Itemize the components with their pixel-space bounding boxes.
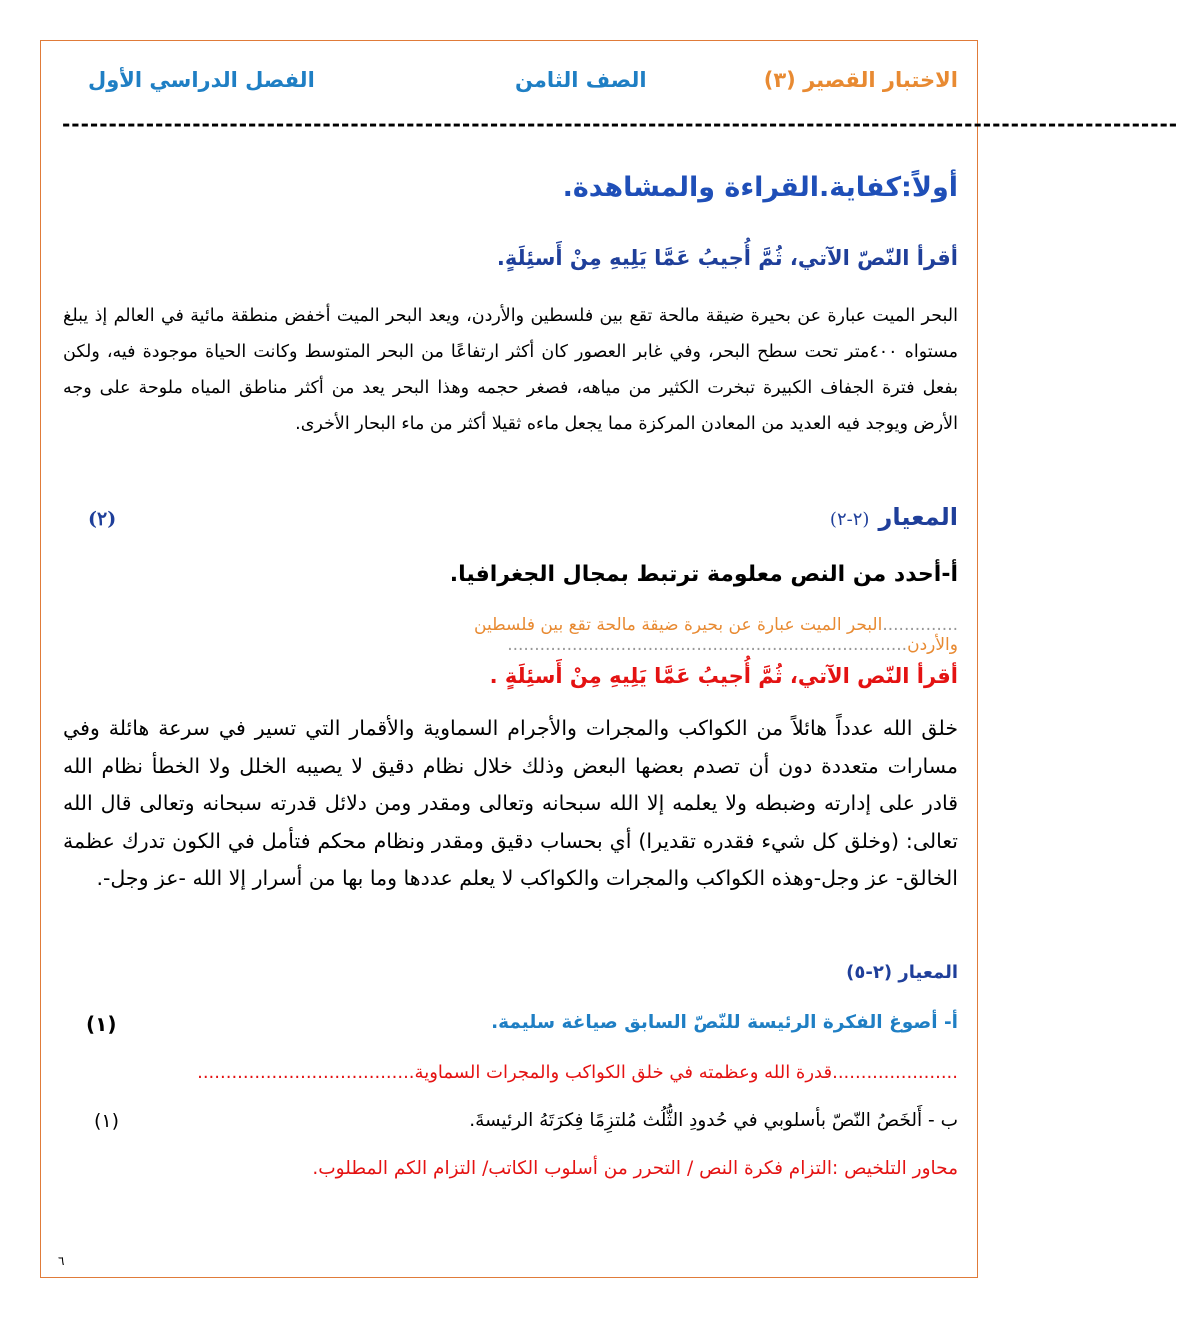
criterion2-code: (٢-٥)	[846, 962, 893, 983]
criterion2-label: المعيار	[898, 962, 958, 983]
grade-label: الصف الثامن	[515, 68, 647, 92]
question-a2-marks: (١)	[86, 1012, 117, 1036]
question-a2: أ- أصوغ الفكرة الرئيسة للنّصّ السابق صياغة سليمة.	[491, 1012, 958, 1033]
question-a1: أ-أحدد من النص معلومة ترتبط بمجال الجغرافيا.	[449, 562, 958, 587]
criterion1-label: المعيار	[878, 503, 958, 531]
answer-a1: البحر الميت عبارة عن بحيرة ضيقة مالحة تقع بين فلسطين والأردن	[474, 615, 958, 655]
passage1-text: البحر الميت عبارة عن بحيرة ضيقة مالحة تقع بين فلسطين والأردن، ويعد البحر الميت أخفض منطقة مائية في العالم إذ يبلغ مستواه ٤٠٠متر تحت سطح البحر، وفي غابر العصور كان أكثر ارتفاعًا من البحر المتوسط وكانت الحياة موجودة فيه، ولكن بفعل فترة الجفاف الكبيرة تبخرت الكثير من مياهه، فصغر حجمه وهذا البحر يعد من أكثر مناطق المياه ملوحة على وجه الأرض ويوجد فيه العديد من المعادن المركزة مما يجعل ماءه ثقيلا أكثر من ماء البحار الأخرى.	[63, 306, 958, 434]
criterion1	[830, 503, 958, 531]
criterion2	[846, 962, 958, 983]
criterion1-marks: (٢)	[88, 508, 117, 530]
passage2-instruction: أقرأ النّص الآتي، ثُمَّ أُجيبُ عَمَّا يَلِيهِ مِنْ أَسئِلَةٍ .	[489, 664, 958, 688]
summary-axes: محاور التلخيص :التزام فكرة النص / التحرر من أسلوب الكاتب/ التزام الكم المطلوب.	[312, 1158, 958, 1179]
question-b: ب - أَلخَصُ النّصّ بأسلوبي في حُدودِ الثُّلُث مُلتزِمًا فِكرَتَهُ الرئيسةَ.	[469, 1110, 958, 1131]
question-b-marks: (١)	[94, 1110, 120, 1132]
separator-line: ------------------------------------------------------------------------------------------------------------------------	[62, 112, 1178, 136]
passage2-text: خلق الله عدداً هائلاً من الكواكب والمجرات والأجرام السماوية والأقمار التي تسير في سرعة هائلة وفي مسارات متعددة دون أن تصدم بعضها البعض وذلك خلال نظام دقيق لا يصيبه الخلل ولا الخطأ نظام الله قادر على إدارته وضبطه ولا يعلمه إلا الله سبحانه وتعالى ومقدر ومن دلائل قدرته سبحانه وتعالى قال الله تعالى: (وخلق كل شيء فقدره تقديرا) أي بحساب دقيق ومقدر ونظام محكم فتأمل في الكون تدرك عظمة الخالق- عز وجل-وهذه الكواكب والمجرات والكواكب لا يعلم عددها وما بها من أسرار إلا الله -عز وجل-.	[63, 716, 958, 890]
answer-a2-line	[197, 1062, 958, 1083]
answer-a1-line: ..............البحر الميت عبارة عن بحيرة ضيقة مالحة تقع بين فلسطين والأردن..........................................................................	[474, 615, 958, 655]
answer-a2-suffix: ......................................	[197, 1062, 415, 1083]
page-number: ٦	[58, 1254, 65, 1268]
page-border	[40, 40, 1178, 1278]
answer-a2-prefix: ......................	[832, 1062, 958, 1083]
answer-a2: قدرة الله وعظمته في خلق الكواكب والمجرات السماوية	[414, 1062, 833, 1083]
quiz-title: الاختبار القصير (٣)	[763, 68, 958, 92]
semester-label: الفصل الدراسي الأول	[88, 68, 315, 92]
criterion1-code: (٢-٢)	[829, 509, 870, 530]
passage1-instruction: أقرأ النّصّ الآتي، ثُمَّ أُجيبُ عَمَّا يَلِيهِ مِنْ أَسئِلَةٍ.	[496, 246, 958, 270]
section-title: أولاً:كفاية.القراءة والمشاهدة.	[562, 172, 958, 203]
